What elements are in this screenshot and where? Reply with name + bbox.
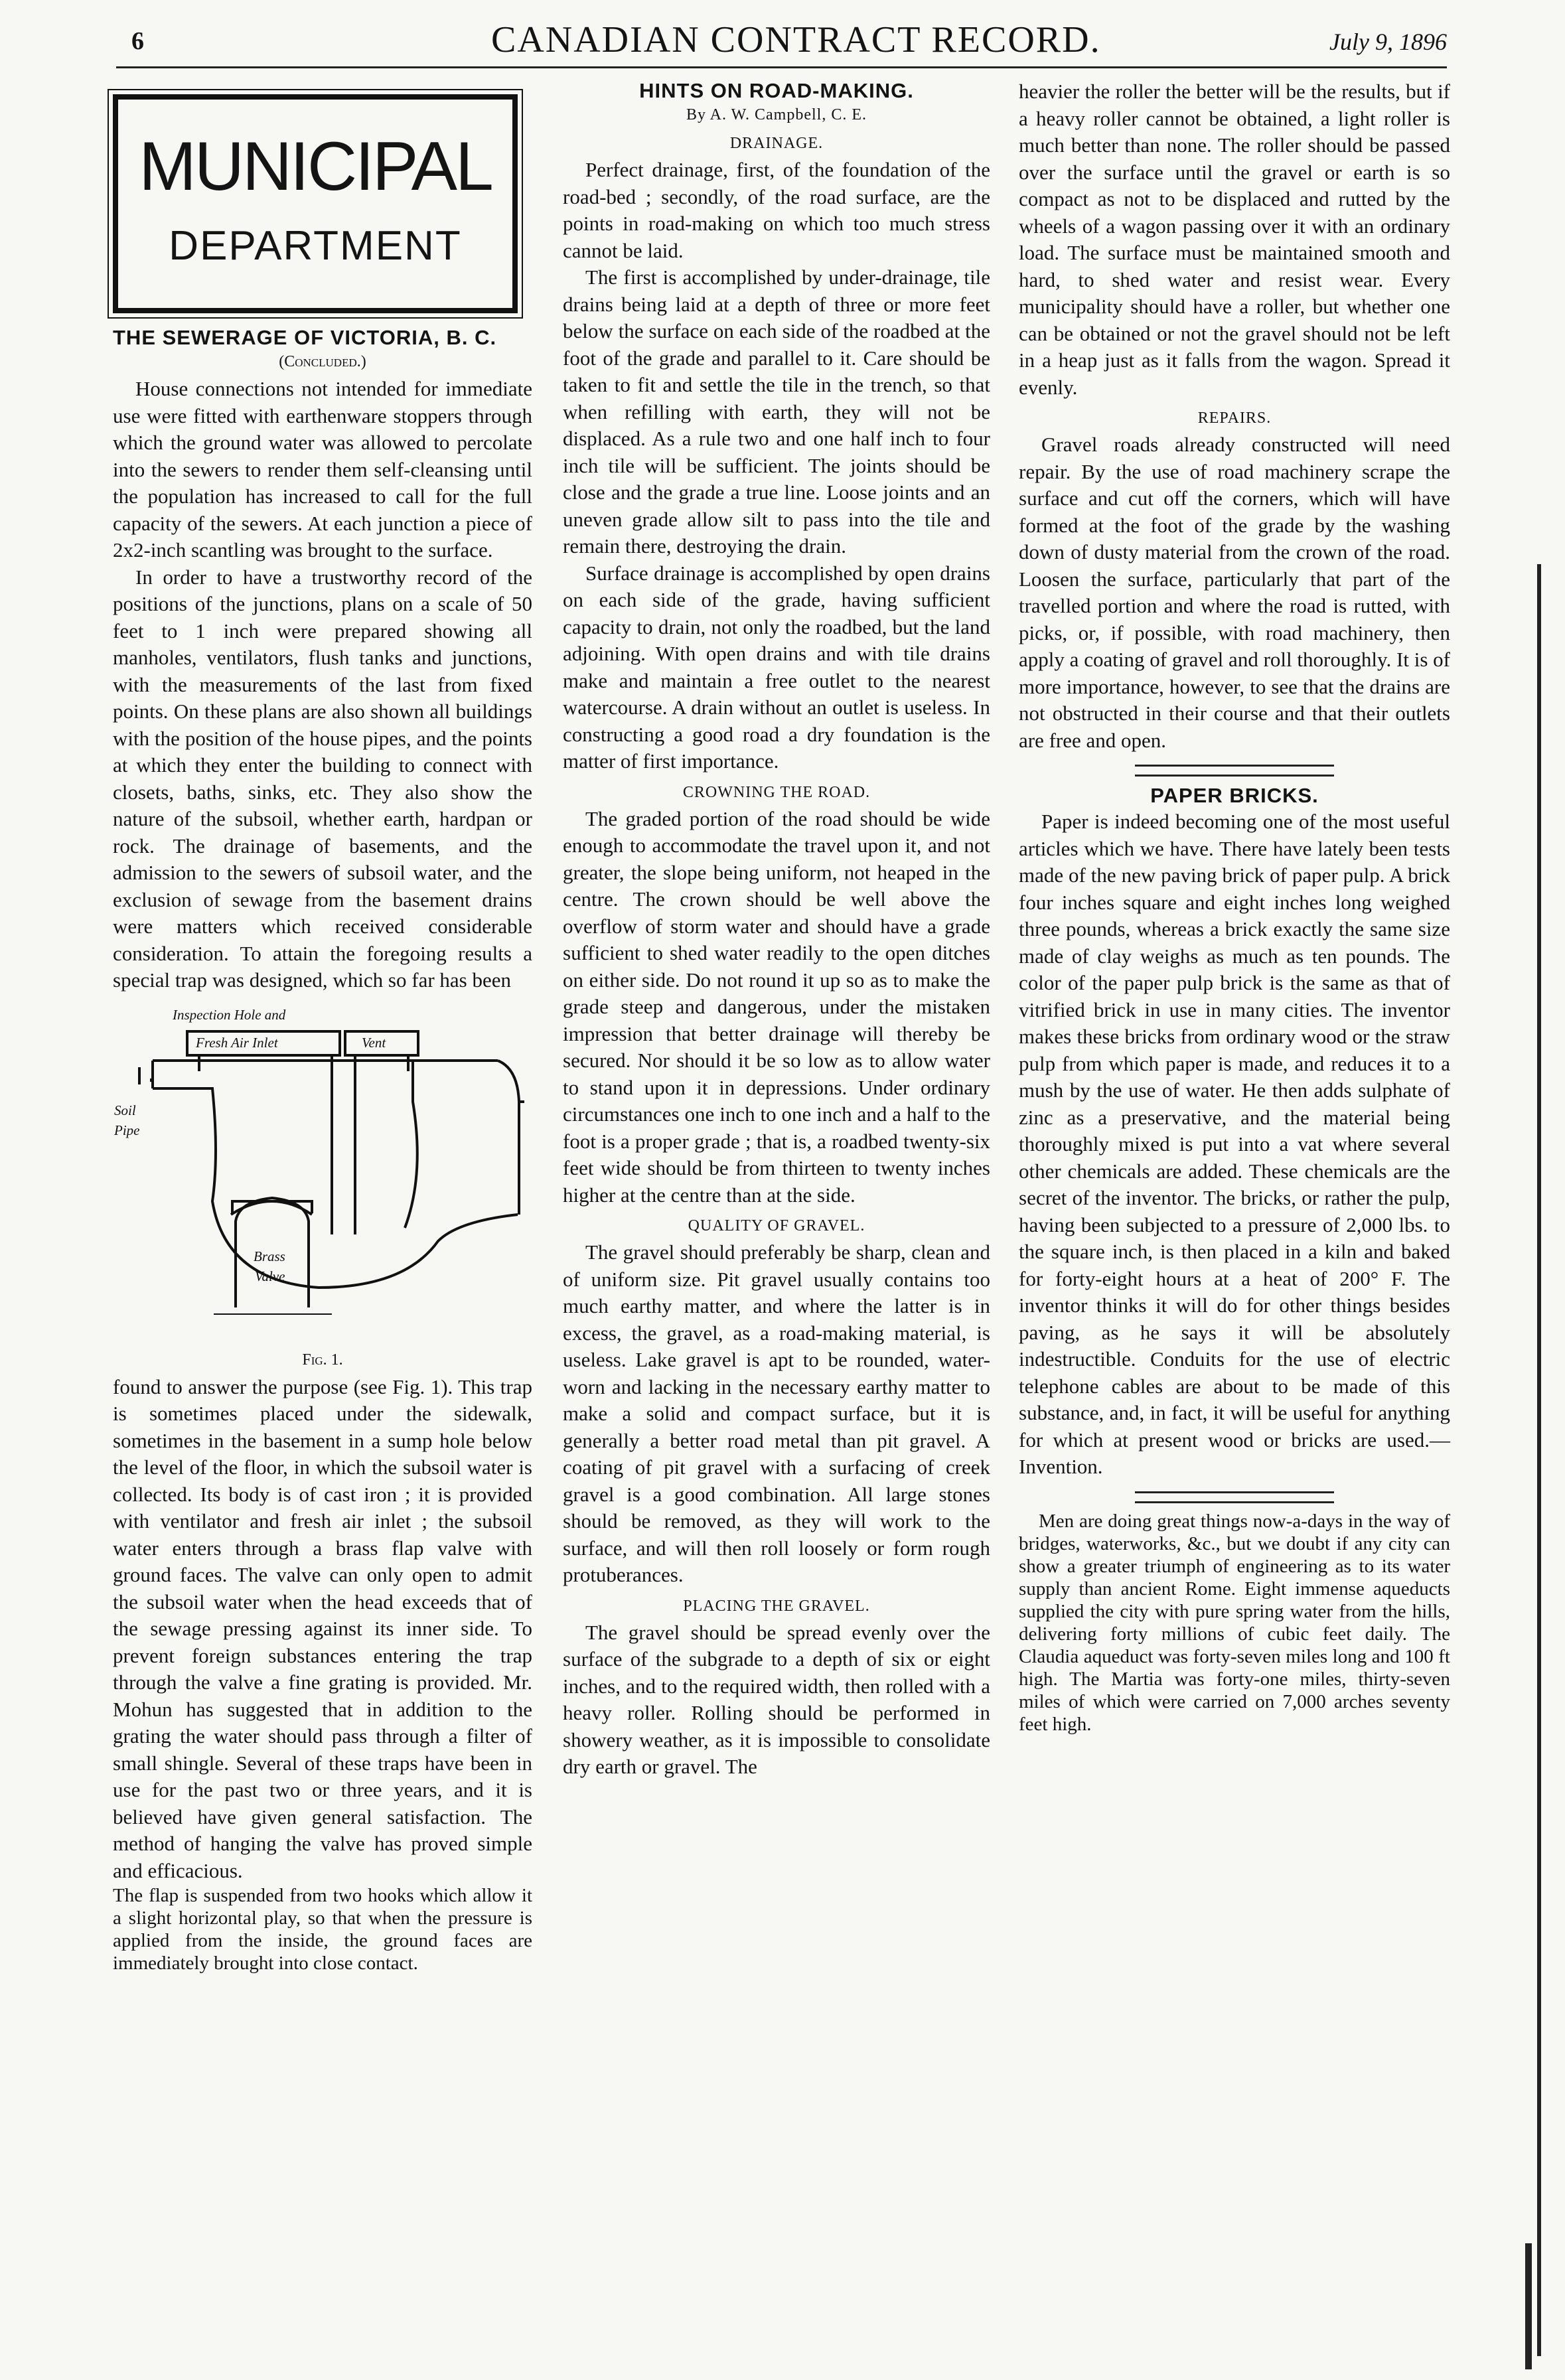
roads-paragraph: The first is accomplished by under-drainage, tile drains being laid at a depth of three or more feet below the surface on each side of the roadbed at the foot of the grade and parallel to it. Care should be taken to fit and settle the tile in the trench, so that when refilling with earth, they will not be displaced. As a rule two and one half inch to four inch tile will be sufficient. The joints should be close and the grade a true line. Loose joints and an uneven grade allow silt to pass into the tile and remain there, destroying the drain. (563, 265, 990, 558)
figure-caption: Fig. 1. (302, 1351, 343, 1369)
sewerage-title: THE SEWERAGE OF VICTORIA, B. C. (113, 326, 497, 349)
sewerage-closing (113, 1884, 532, 1974)
sewerage-closing-text: The flap is suspended from two hooks which allow it a slight horizontal play, so that when the pressure is applied from the inside, the ground faces are immediately brought into close contact. (113, 1885, 532, 1974)
column-2 (563, 78, 990, 1781)
masthead (100, 19, 1447, 65)
section-heading: PLACING THE GRAVEL. (683, 1597, 870, 1615)
roads-title: HINTS ON ROAD-MAKING. (639, 79, 914, 102)
section-divider (1135, 765, 1334, 777)
figure-label-brass-1: Brass (254, 1248, 285, 1264)
figure-label-vent: Vent (362, 1034, 386, 1051)
trap-diagram (113, 1002, 532, 1347)
section-heading: DRAINAGE. (729, 135, 824, 152)
roads-paragraph: The gravel should be spread evenly over the surface of the subgrade to a depth of six or eight inches, and to the required width, then rolled with a heavy roller. Rolling should be performed in showery weather, as it is impossible to consolidate dry earth or gravel. The (563, 1620, 990, 1778)
roads-paragraph: The gravel should preferably be sharp, clean and of uniform size. Pit gravel usually contains too much earthy matter, and where the latter is in excess, the gravel, as a road-making material, is useless. Lake gravel is apt to be rounded, water-worn and lacking in the necessary earthy matter to make a solid and compact surface, but it is generally a better road metal than pit gravel. A coating of pit gravel with a surfacing of creek gravel is a good combination. All large stones should be removed, as they will work to the surface, and will then roll loosely or form rough protuberances. (563, 1240, 990, 1586)
municipal-department-box (113, 94, 518, 313)
repairs-paragraph: Gravel roads already constructed will need repair. By the use of road machinery scrape the surface and cut off the corners, which will have formed at the foot of the grade by the washing down of dusty material from the crown of the road. Loosen the surface, particularly that part of the travelled portion and where the road is rutted, with picks, or, if possible, with road machinery, then apply a coating of gravel and roll thoroughly. It is of more importance, however, to see that the drains are not obstructed in their course and that their outlets are free and open. (1019, 433, 1450, 752)
masthead-rule (116, 66, 1447, 68)
figure-label-soil-1: Soil (114, 1102, 136, 1118)
column-1 (113, 78, 532, 1974)
roads-paragraph: Perfect drainage, first, of the foundation of the road-bed ; secondly, of the road surface, are the points in road-making on which too much stress cannot be laid. (563, 158, 990, 262)
publication-title: CANADIAN CONTRACT RECORD. (491, 19, 1101, 60)
department-box-line1: MUNICIPAL (139, 128, 492, 205)
roads-paragraph: Surface drainage is accomplished by open drains on each side of the grade, having sufficient capacity to drain, not only the roadbed, but the land adjoining. With open drains and with tile drains make and maintain a free outlet to the nearest watercourse. A drain without an outlet is useless. In constructing a good road a dry foundation is the matter of first importance. (563, 561, 990, 773)
column-3 (1019, 78, 1450, 1736)
section-heading: CROWNING THE ROAD. (682, 783, 871, 801)
roads-byline: By A. W. Campbell, C. E. (686, 106, 867, 123)
issue-date: July 9, 1896 (1329, 29, 1447, 55)
department-box-line2: DEPARTMENT (169, 223, 462, 269)
figure-label-brass-2: Valve (255, 1268, 285, 1284)
page-edge-shadow (1537, 564, 1541, 2356)
sewerage-paragraph: In order to have a trustworthy record of the positions of the junctions, plans on a scale of 50 feet to 1 inch were prepared showing all manholes, ventilators, flush tanks and junctions, with the measurements of the last from fixed points. On these plans are also shown all buildings with the position of the house pipes, and the points at which they enter the building to connect with closets, baths, sinks, etc. They also show the nature of the subsoil, whether earth, hardpan or rock. The drainage of basements, and the admission to the sewers of subsoil water, and the exclusion of sewage from the basement drains were matters which received considerable consideration. To attain the foregoing results a special trap was designed, which so far has been (113, 565, 532, 992)
repairs-heading: REPAIRS. (1197, 409, 1272, 427)
page-edge-shadow (1525, 2243, 1532, 2369)
sewerage-paragraph: found to answer the purpose (see Fig. 1). This trap is sometimes placed under the sidewalk, sometimes in the basement in a sump hole below the level of the floor, in which the subsoil water is collected. Its body is of cast iron ; it is provided with ventilator and fresh air inlet ; the subsoil water enters through a brass flap valve with ground faces. The valve can only open to admit the subsoil water when the head exceeds that of the sewage pressing against its inner side. To prevent foreign substances entering the trap through the valve a fine grating is provided. Mr. Mohun has suggested that in addition to the grating the water should pass through a filter of small shingle. Several of these traps have been in use for the past two or three years, and it is believed have given general satisfaction. The method of hanging the valve has proved simple and efficacious. (113, 1375, 532, 1882)
sewerage-paragraph: House connections not intended for immediate use were fitted with earthenware stoppers through which the ground water was allowed to percolate into the sewers to render them self-cleansing until the population has increased to call for the full capacity of the sewers. At each junction a piece of 2x2-inch scantling was brought to the surface. (113, 377, 532, 561)
figure-label-soil-2: Pipe (114, 1122, 140, 1138)
sewerage-note: (Concluded.) (279, 353, 366, 370)
rome-paragraph: Men are doing great things now-a-days in the way of bridges, waterworks, &c., but we doubt if any city can show a greater triumph of engineering as to its water supply than ancient Rome. Eight immense aqueducts supplied the city with pure spring water from the hills, delivering forty millions of cubic feet daily. The Claudia aqueduct was forty-seven miles long and 100 ft high. The Martia was forty-one miles, thirty-seven miles of which were carried on 7,000 arches seventy feet high. (1019, 1510, 1450, 1735)
figure-label-fresh-air: Fresh Air Inlet (196, 1034, 278, 1051)
section-divider (1135, 1491, 1334, 1503)
bricks-title: PAPER BRICKS. (1150, 784, 1319, 807)
section-heading: QUALITY OF GRAVEL. (688, 1217, 865, 1234)
trap-figure (113, 1002, 532, 1347)
roads-continued: heavier the roller the better will be the results, but if a heavy roller cannot be obtained, a light roller is much better than none. The roller should be passed over the surface until the gravel or earth is so compact as not to be displaced and rutted by the wheels of a wagon passing over it with an ordinary load. The surface must be maintained smooth and hard, to shed water and resist wear. Every municipality should have a roller, but whether one can be obtained or not the gravel should not be left in a heap just as it falls from the wagon. Spread it evenly. (1019, 80, 1450, 399)
roads-paragraph: The graded portion of the road should be wide enough to accommodate the travel upon it, and not greater, the slope being uniform, not heaped in the centre. The crown should be well above the overflow of storm water and should have a grade sufficient to shed water readily to the open ditches on either side. Do not round it up so as to make the grade steep and dangerous, under the mistaken impression that better drainage will thereby be secured. Nor should it be so low as to allow water to stand upon it in depressions. Under ordinary circumstances one inch to one inch and a half to the foot is a proper grade ; that is, a roadbed twenty-six feet wide should be from thirteen to twenty inches higher at the centre than at the side. (563, 806, 990, 1207)
figure-label-inspection: Inspection Hole and (173, 1006, 286, 1023)
bricks-paragraph: Paper is indeed becoming one of the most useful articles which we have. There have lately been tests made of the new paving brick of paper pulp. A brick four inches square and eight inches long weighed three pounds, whereas a brick exactly the same size made of clay weighs as much as ten pounds. The color of the paper pulp brick is the same as that of vitrified brick in use in many cities. The inventor makes these bricks from ordinary wood or the straw pulp from which paper is made, and reduces it to a mush by the use of water. He then adds sulphate of zinc as a preservative, and the material being thoroughly mixed is put into a vat where several other chemicals are added. These chemicals are the secret of the inventor. The bricks, or rather the pulp, having been subjected to a pressure of 2,000 lbs. to the square inch, is then placed in a kiln and baked for forty-eight hours at a heat of 200° F. The inventor thinks it will do for other things besides paving, as he says it will be absolutely indestructible. Conduits for the use of electric telephone cables are about to be made of this substance, and, in fact, it will be useful for anything for which at present wood or bricks are used.—Invention. (1019, 810, 1450, 1478)
page-number: 6 (131, 27, 144, 55)
rome-item (1019, 1510, 1450, 1736)
